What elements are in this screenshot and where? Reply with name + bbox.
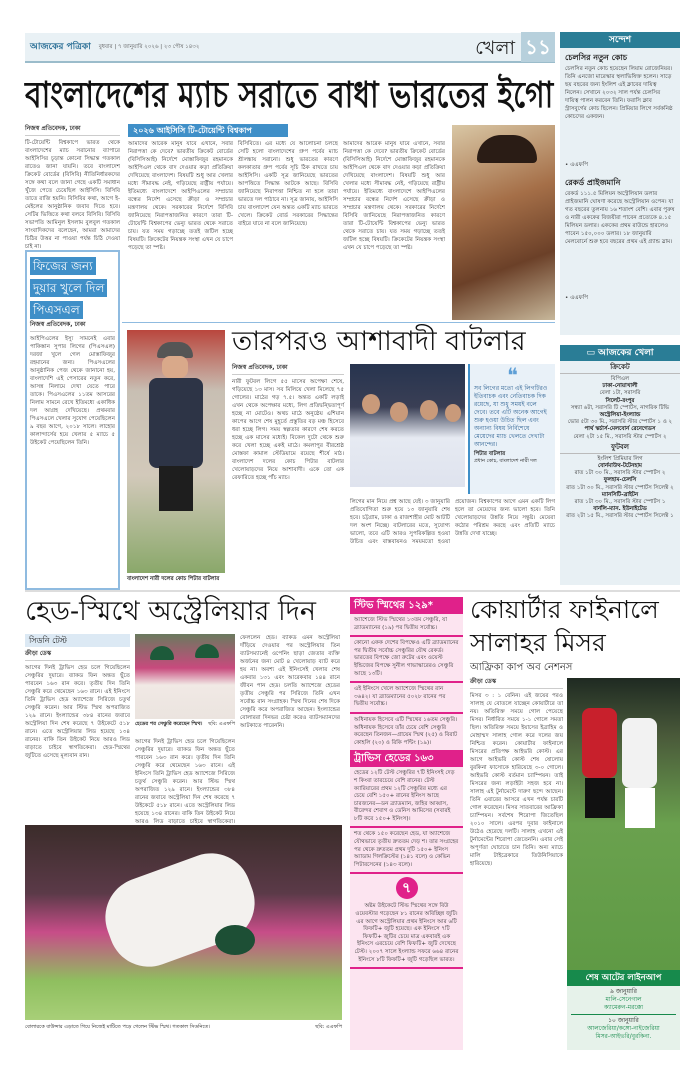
seven-badge: ৭ [396,877,418,899]
brief-title: রেকর্ড প্রাইজমানি [565,178,621,187]
smith-fall-photo [25,825,342,1020]
wc-banner: ২০২৬ আইসিসি টি-টোয়েন্টি বিশ্বকাপ [128,124,288,137]
fixture-title: ঢাকা-নোয়াখালী [602,383,638,390]
sydney-test-tag: সিডনি টেস্ট [25,634,130,647]
fixture-title: সিলেট-রংপুর [605,397,635,404]
stat-item: অ্যাশেজে স্টিভ স্মিথের ১৩তম সেঞ্চুরি, যা ব্র্যাডম্যানের (১৯) পর দ্বিতীয় সর্বোচ্চ। [350,614,463,637]
fixture-title: ফুলহাম-চেলসি [603,477,637,484]
fixture-title: ম্যানসিটি-ব্রাইটন [601,491,639,498]
lineup-box [567,970,680,1050]
brief-credit: • এএফপি [565,162,589,168]
lineup-date: ১০ জানুয়ারি [608,1017,639,1024]
sondesh-box [560,32,680,335]
quote-icon: ❝ [507,363,518,387]
sondesh-header: সন্দেশ [560,32,680,48]
stat-item: হেডের ১২টি টেস্ট সেঞ্চুরির ৭টি ইনিংসই দেড় শ কিংবা তারচেয়ে বেশি রানের। টেস্ট ক্যারিয়ারের প্রথম ১২টি সেঞ্চুরির মধ্যে এর চেয়ে বেশি ১৫০+ রানের ইনিংস আছে চারজনের—ডন ব্র্যাডম্যান, জহির আব্বাস, বীরেন্দর শেবাগ ও ডেনিস আমিসের (সবারই ৮টি করে ১৫০+ ইনিংস)। [350,767,463,828]
fixture-info: রাত ২টা ১৫ মি., সরাসরি স্টার স্পোর্টস সিলেক্ট ১ [566,513,674,520]
brief-title: চেলসির নতুন কোচ [565,53,628,62]
stat-item: কোনো একক দেশের বিপক্ষেও এটি ব্র্যাডম্যানের পর দ্বিতীয় সর্বোচ্চ সেঞ্চুরির যৌথ রেকর্ড। ভারতের বিপক্ষে জো রুটের এবং ওয়েস্ট ইন্ডিজের বিপক্ষে সুনীল গাভাস্কারেরও সেঞ্চুরি আছে ১৩টি। [350,637,463,683]
fizz-headline-line: দুয়ার খুলে দিল [30,279,107,297]
fixture-title: বোর্নমাউথ-টটেনহাম [598,463,642,470]
lineup-matches: আলজেরিয়া/কঙ্গো-নাইজেরিয়া মিসর-আইভরি/বুরকিনা. [587,1025,660,1040]
afcon-subtitle: আফ্রিকা কাপ অব নেশনস [470,662,573,673]
lead-headline: বাংলাদেশের ম্যাচ সরাতে বাধা ভারতের ইগো [25,74,554,116]
todays-games-box [560,345,680,585]
ashes-headline: হেড-স্মিথে অস্ট্রেলিয়ার দিন [25,596,316,627]
masthead-left [30,41,450,53]
fixture-info: বেলা ২টা ১৫ মি., সরাসরি স্টার স্পোর্টস ২ [573,433,667,440]
quote-text: সব লিগের মতো এই লিগটিরও ইতিবাচক এবং নেতিবাচক দিক রয়েছে, যা শুধু সময়ই বলে দেবে। তবে এটি অনেক আগেই শুরু হওয়া উচিত ছিল এবং অন্যান্য বিষয় নির্বিশেষে মেয়েদের ম্যাচ খেলতে দেখাটা আনন্দের। [474,385,548,448]
butler-body-2: লিগের মান নিয়ে প্রশ্ন আছে যেই। ৩ জানুয়ারি প্রতিযোগিতা শুরু হয়ে ১৩ জানুয়ারি শেষ হবে। চট্টগ্রাম, ঢাকা ও রাজশাহীর মোট আটটি দল অংশ নিচ্ছে। বাটলারের মতে, সুযোগ্য ভালো, তবে এটি আরও সুপরিকল্পিত হওয়া উচিত এবং বাস্তবায়নও সময়মতো হওয়া প্রয়োজন। বিশ্বকাপের আগে এমন একটি লিগ হলে তা মেয়েদের জন্য ভালো হবে। তিনি খেলোয়াড়দের উন্নতি নিয়ে সন্তুষ্ট। মেয়েরা কঠোর পরিশ্রম করছে এবং প্রতিটি ম্যাচে উন্নতি দেখা যাচ্ছে। [350,499,555,545]
fixture-list-cricket [560,376,680,441]
lead-body-1: টি-টোয়েন্টি বিশ্বকাপে ভারত থেকে বাংলাদেশের ম্যাচ সরানোর ব্যাপারে আইসিসির চূড়ান্ত কোনো সিদ্ধান্ত গতকাল রাতেও জানা যায়নি। তবে বাংলাদেশ ক্রিকেট বোর্ডের (বিসিবি) নীতিনির্ধারকদের সঙ্গে কথা বলে জানা গেছে একটি সমাধান খুঁজে পেতে চেয়েছিল আইসিসি। বিসিবি তাতে রাজি হয়নি। বিসিবির কথা, আগে ই-মেইলের আনুষ্ঠানিক জবাব দিতে হবে। সেটির ভিত্তিতে কথা বলবে বিসিবি। বিসিবি সভাপতি আমিনুল ইসলাম বুলবুল গতকাল সাংবাদিকদের বলেছেন, আমরা আমাদের চিঠির উত্তর না পাওয়া পর্যন্ত চিঠি দেওয়া চাই না। [25,140,120,250]
issue-date: বুধবার | ৭ জানুয়ারি ২০২৬ | ২৩ পৌষ ১৪৩২ [98,44,200,50]
head-smith-caption [135,721,235,728]
fixture-info: রাত ১টা ৩০ মি., সরাসরি স্টার স্পোর্টস সিলেক্ট ২ [566,484,674,491]
fizz-headline [30,255,115,321]
butler-story [232,364,344,578]
date: ৭ জানুয়ারি ২০২৬ [117,44,159,50]
afcon-headline [470,593,680,659]
fixture-info: বেলা ১টা, সরাসরি [599,390,641,397]
byline: ক্রীড়া ডেস্ক [25,650,130,661]
head-stats-header: ট্রাভিস হেডের ১৬৩ [350,750,463,767]
afcon-headline-line: সালাহর মিসর [470,628,606,657]
fizz-body: আইপিএলের ইস্যু সামনেই এবার পাকিস্তান সুপার লিগের (পিএসএল) দরজা খুলে গেল মোস্তাফিজুর রহমানের জন্য। পিএসএলের আনুষ্ঠানিক পেজ থেকে জানানো হয়, বাংলাদেশি এই পেসারের নতুন করে, আসন্ন নিলামে দেখা যেতে পারে তাকে। পিএসএলের ১১তম আসরের নিলাম সামনে রেখে ইতিমধ্যে একাধিক দল আগ্রহ দেখিয়েছে। প্রথমবার পিএসএলে খেলার সুযোগ পেয়েছিলেন ৯ বছর আগে, ২০১৮ সালে। লাহোর কালান্দার্সের হয়ে খেলার ৫ ম্যাচে ৫ উইকেট পেয়েছিলেন তিনি। [30,336,115,446]
fizz-headline-line: ফিজের জন্য [30,257,96,275]
photo-credit: ছবি: এএফপি [208,721,235,727]
byline: নিজস্ব প্রতিবেদক, ঢাকা [232,364,344,375]
fixture-info: রাত ১টা ৩০ মি., সরাসরি স্টার স্পোর্টস ১ [574,499,666,506]
women-team-photo [350,364,465,487]
stat-item: অষ্টম উইকেটে স্টিভ স্মিথের সঙ্গে বিউ ওয়েবস্টার গড়েছেন ৮১ রানের অবিচ্ছিন্ন জুটি। এর আগে অস্ট্রেলিয়ার প্রথম ইনিংসে আর ৬টি ফিফটি+ জুটি হয়েছে। এক ইনিংসে ৭টি ফিফটি+ জুটির চেয়ে মাত্র একবারই এক ইনিংসে এরচেয়ে বেশি ফিফটি+ জুটি দেখেছে টেস্ট। ২০০৭ সালে ইংল্যান্ড সফরে ৬৬৪ রানের ইনিংসে ৮টি ফিফটি+ জুটি গড়েছিল ভারত। [350,900,463,969]
bangla-date: ২৩ পৌষ ১৪৩২ [163,44,200,50]
day: বুধবার [98,44,113,50]
stat-item: এই ইনিংসে খেলে অ্যাশেজে স্মিথের রান ৩৬৪২। যা ব্র্যাডম্যানের ৫০২৮ রানের পর দ্বিতীয় সর্বোচ্চ। [350,683,463,714]
butler-headline: তারপরও আশাবাদী বাটলার [232,326,526,357]
lead-body-4: আমাদের আরেক মানুষ যাবে এখানে, সবার নিরাপত্তা কে দেবে? ভারতীয় ক্রিকেট বোর্ডের (বিসিসিআই) নির্দেশে মোস্তাফিজুর রহমানকে আইপিএল থেকে বাদ দেওয়ার কড়া প্রতিক্রিয়া দেখিয়েছে বাংলাদেশ। বিষয়টি শুধু আর খেলার মধ্যে সীমাবদ্ধ নেই, গড়িয়েছে রাষ্ট্রীয় পর্যায়ে। ইতিমধ্যে বাংলাদেশে আইপিএলের সম্প্রচার বন্ধের নির্দেশ এসেছে ক্রীড়া ও সম্প্রচার মন্ত্রণালয় থেকে। সরকারের নির্দেশে বিসিবি জানিয়েছে নিরাপত্তাজনিত কারণে তারা টি-টোয়েন্টি বিশ্বকাপের ভেন্যু ভারত থেকে সরাতে চায়। যত সময় গড়াচ্ছে ততই জটিল হচ্ছে বিষয়টি। ক্রিকেটের নিয়ন্ত্রক সংস্থা এখন যে চাপে পড়েছে তা স্পষ্ট। [343,141,445,251]
lead-story-col1 [25,125,120,250]
head-smith-photo [135,634,235,719]
fixture-title: বার্নলি-ম্যান. ইউনাইটেড [593,506,647,513]
salah-photo [567,678,680,970]
newspaper-logo: আজকের পত্রিকা [30,42,91,52]
football-heading: ফুটবল [560,443,680,454]
page-number: ১১ [521,32,555,62]
lineup-title: শেষ আটের লাইনআপ [567,970,680,986]
fixture-info: রাত ১টা ৩০ মি., সরাসরি স্টার স্পোর্টস ২ [574,470,666,477]
fixture-info: ভোর ৫টা ৩০ মি., সরাসরি স্টার স্পোর্টস ১ ও ২ [567,419,673,426]
brief-credit: • এএফপি [565,295,589,301]
afcon-story [470,678,563,1052]
stat-item: অধিনায়ক হিসেবে এটি স্মিথের ১৬তম সেঞ্চুরি। অধিনায়ক হিসেবে তাঁর চেয়ে বেশি সেঞ্চুরি করেছেন তিনজন—গ্রায়েম স্মিথ (২৫) ও বিরাট কোহলি (২০) ও রিকি পন্টিং (১৯)। [354,716,458,746]
quote-author: পিটার বাটলার [474,451,506,457]
afcon-body: মিসর ৩ : ১ বেনিন। এই জয়ের পরও সালাহ যে বোতলে যাচ্ছেন কোয়ার্টারে তা নয়। অতিরিক্ত সময়ে গোল পেয়েছে মিসর। নির্ধারিত সময়ে ১-১ গোলে সমতা ছিল। অতিরিক্ত সময়ে ইয়াসের ইব্রাহিম ও মোহাম্মদ সালাহ গোল করে দলের জয় নিশ্চিত করেন। কোয়ার্টার ফাইনালে মিসরের প্রতিপক্ষ আইভরি কোস্ট। এর আগে আইভরি কোস্ট শেষ ষোলোয় বুরকিনা ফাসোকে হারিয়েছে ৩-০ গোলে। আইভরি কোস্ট বর্তমান চ্যাম্পিয়ন। তাই মিসরের জন্য লড়াইটা সহজ হবে না। সালাহ এই টুর্নামেন্টে দারুণ ছন্দে আছেন। তিনি এবারের আসরে এখন পর্যন্ত চারটি গোল করেছেন। মিসর সাতবারের আফ্রিকা চ্যাম্পিয়ন। সর্বশেষ শিরোপা জিতেছিল ২০১০ সালে। এরপর দুবার ফাইনালে উঠেও হেরেছে দলটি। সালাহ এখনো এই টুর্নামেন্টের শিরোপা জেতেননি। এবার সেই অপূর্ণতা ঘোচাতে চান তিনি। অন্য ম্যাচে মালি টাইব্রেকারে তিউনিসিয়াকে হারিয়েছে। [470,693,563,867]
mustafizur-photo [452,125,555,320]
lineup-date: ৯ জানুয়ারি [610,988,637,995]
smith-stats-header: স্টিভ স্মিথের ১২৯* [350,597,463,614]
quote-box [468,364,555,494]
afcon-headline-line: কোয়ার্টার ফাইনালে [470,595,659,624]
quote-role: প্রধান কোচ, বাংলাদেশ নারী দল [474,458,537,464]
lead-body-3: বিসিবিতে। এর মধ্যে যে আলোচনা চলছে সেটি হলো বাংলাদেশের গ্রুপ পর্বের ম্যাচ শ্রীলঙ্কায় সরানো। শুধু ভারতের কারণে কলকাতার গ্রুপ পর্বের সূচি ঠিক রাখতে চায় আইসিসি। একটি সূত্র জানিয়েছে ভারতের আপত্তিতে সিদ্ধান্ত আটকে আছে। বিসিবি জানিয়েছে নিরাপত্তা নিশ্চিত না হলে তারা ভারতে দল পাঠাবে না। সূত্র জানায়, আইসিসি চায় বাংলাদেশ যেন অন্তত একটি ম্যাচ ভারতে খেলে। ক্রিকেট বোর্ড সরকারের সিদ্ধান্তের বাইরে যাবে না বলে জানিয়েছে। [238,141,338,227]
section-divider [25,590,680,592]
lineup-matches: মালি-সেনেগাল ক্যামেরুন-মরক্কো [571,996,676,1015]
cricket-heading: ক্রিকেট [560,363,680,374]
photo-caption: হেডের পর সেঞ্চুরি করেছেন স্মিথ। [135,721,203,727]
league-label: ইংলিশ প্রিমিয়ার লিগ [597,455,643,462]
todays-games-title: আজকের খেলা [598,348,654,358]
ashes-body-1: আগের দিনই ট্রাভিস হেড চলে গিয়েছিলেন সেঞ্চুরির দুয়ারে। ব্যাকড ফিন অন্তত ছুঁতে পারবেন ১৬৩ রান করে। তৃতীয় দিন তিনি সেঞ্চুরি করে থেমেছেন ১৬৩ রানে। এই ইনিংসে তিনি ট্রাভিস হেড অ্যাশেজে সিরিজে চতুর্থ সেঞ্চুরি করেন। আর স্টিভ স্মিথ অপরাজিত ১২৯ রানে। ইংল্যান্ডের ৩৮৪ রানের জবাবে অস্ট্রেলিয়া দিন শেষ করেছে ৭ উইকেটে ৫১৮ রানে। এতে অস্ট্রেলিয়ার লিড হয়েছে ১৩৪ রানের। বাকি তিন উইকেট নিয়ে আরও লিড বাড়াতে চাইবে স্বাগতিকেরা। হেড-স্মিথের জুটিতে এসেছে মূল্যবান রান। [25,665,130,759]
byline: নিজস্ব প্রতিবেদক, ঢাকা [25,125,120,136]
smith-fall-caption [25,1024,342,1031]
masthead [25,33,555,63]
butler-body: নারী ফুটবল লিগে ৫৫ মাসের অপেক্ষা শেষে, গড়িয়েছে ১৩ মাস। সব মিলিয়ে খেলা মিলেছে ৭৫ গোলের। মাঠের গড় ৭.৫। অন্তত একটি লড়াই এখন থেকে অপেক্ষার মধ্যে, লিগ প্রতিদ্বন্দ্বিতাপূর্ণ হচ্ছে না মোটেও। অথচ মাঠে অনুষ্ঠেয় এশিয়ান কাপের আগে শেষ মুহূর্তে প্রস্তুতির বড় মঞ্চ হিসেবে ধরা হচ্ছে লিগ। সময় স্বল্পতার কারণে শেষ করতে হচ্ছে এক মাসের মধ্যেই। বিকেল দুটো থেকে শুরু করে খেলা হচ্ছে একই মাঠে। কমলাপুর বীরশ্রেষ্ঠ মোস্তফা কামাল স্টেডিয়ামে রয়েছে শীর্ষে মাঠ। বাংলাদেশ দলের কোচ পিটার বাটলার খেলোয়াড়দের নিয়ে আশাবাদী। একে তো এক রেফারিতে হচ্ছে পাঁচ ম্যাচ। [232,379,344,481]
fizz-story-box [25,250,120,590]
photo-caption: বোলারকে বাউন্সার এড়াতে গিয়ে নিজেই মাটিতে পড়ে গেলেন স্টিভ স্মিথ। গতকাল সিডনিতে। [25,1024,211,1030]
fixture-title: অস্ট্রেলিয়া-ইংল্যান্ড [599,412,641,419]
ashes-story-col1 [25,650,130,824]
league-label: বিপিএল [610,376,630,382]
byline: ক্রীড়া ডেস্ক [470,678,563,689]
fixture-list-football [560,456,680,521]
stats-box [350,597,463,1050]
stat-item: শত থেকে ১৫০ করেছেন হেড, যা অ্যাশেজে যৌথভাবে তৃতীয় দ্রুততম দেড় শ। তার সংগ্রহের পর থেকে দ্রুততম প্রথম দুটি ১৫০+ ইনিংস অ্যাডাম গিলক্রিস্টের (১৪১ বলে) ও কেভিন পিটারসেনের (১৪৩ বলে)। [350,828,463,874]
brief-body: চেলসির নতুন কোচ হয়েছেন লিয়াম রোজেনিয়র। তিনি এনজো মারেস্কার স্থলাভিষিক্ত হলেন। সাড়ে ছয় বছরের জন্য ইংলিশ এই ক্লাবের দায়িত্ব নিলেন। সেখানে ২০৩২ সাল পর্যন্ত চেলসির দায়িত্ব পালন করবেন তিনি। ফরাসি ক্লাব স্ট্রাসবুর্গের কোচ ছিলেন। প্রিমিয়ার লিগে সর্বকনিষ্ঠ কোচদের একজন। [565,66,673,120]
todays-games-header [560,345,680,361]
lead-body-2: আমাদের আরেক মানুষ যাবে এখানে, সবার নিরাপত্তা কে দেবে? ভারতীয় ক্রিকেট বোর্ডের (বিসিসিআই) নির্দেশে মোস্তাফিজুর রহমানকে আইপিএল থেকে বাদ দেওয়ার কড়া প্রতিক্রিয়া দেখিয়েছে বাংলাদেশ। বিষয়টি শুধু আর খেলার মধ্যে সীমাবদ্ধ নেই, গড়িয়েছে রাষ্ট্রীয় পর্যায়ে। ইতিমধ্যে বাংলাদেশে আইপিএলের সম্প্রচার বন্ধের নির্দেশ এসেছে ক্রীড়া ও সম্প্রচার মন্ত্রণালয় থেকে। সরকারের নির্দেশে বিসিবি জানিয়েছে নিরাপত্তাজনিত কারণে তারা টি-টোয়েন্টি বিশ্বকাপের ভেন্যু ভারত থেকে সরাতে চায়। যত সময় গড়াচ্ছে ততই জটিল হচ্ছে বিষয়টি। ক্রিকেটের নিয়ন্ত্রক সংস্থা এখন যে চাপে পড়েছে তা স্পষ্ট। [128,141,233,251]
brief-body: রেকর্ড ১১১.৫ মিলিয়ন অস্ট্রেলিয়ান ডলার প্রাইজমানি ঘোষণা করেছে অস্ট্রেলিয়ান ওপেন। যা গত বছরের তুলনায় ১৬ শতাংশ বেশি। এবার পুরুষ ও নারী এককের বিজয়ীরা পাবেন প্রত্যেকে ৪.১৫ মিলিয়ন ডলার। এককের প্রথম রাউন্ডে হারলেও পাবেন ১৫০,০০০ ডলার। ১৮ জানুয়ারি মেলবোর্নে শুরু হবে বছরের প্রথম এই গ্র্যান্ড স্লাম। [565,191,675,245]
photo-credit: ছবি: এএফপি [315,1024,342,1030]
fixture-title: পার্থ স্কর্চার্স-মেলবোর্ন রেনেগেডস [584,426,656,433]
butler-photo [127,330,225,573]
fixture-info: সন্ধ্যা ৬টা, সরাসরি টি স্পোর্টস, নাগরিক টিভি [570,404,670,411]
fizz-headline-line: পিএসএল [30,301,83,319]
ashes-body-2: আগের দিনই ট্রাভিস হেড চলে গিয়েছিলেন সেঞ্চুরির দুয়ারে। ব্যাকড ফিন অন্তত ছুঁতে পারবেন ১৬৩ রান করে। তৃতীয় দিন তিনি সেঞ্চুরি করে থেমেছেন ১৬৩ রানে। এই ইনিংসে তিনি ট্রাভিস হেড অ্যাশেজে সিরিজে চতুর্থ সেঞ্চুরি করেন। আর স্টিভ স্মিথ অপরাজিত ১২৯ রানে। ইংল্যান্ডের ৩৮৪ রানের জবাবে অস্ট্রেলিয়া দিন শেষ করেছে ৭ উইকেটে ৫১৮ রানে। এতে অস্ট্রেলিয়ার লিড হয়েছে ১৩৪ রানের। বাকি তিন উইকেট নিয়ে আরও লিড বাড়াতে চাইবে স্বাগতিকেরা। [135,739,235,825]
section-name: খেলা [475,37,515,59]
butler-photo-caption: বাংলাদেশ নারী দলের কোচ পিটার বাটলার [127,576,220,582]
ashes-body-3: ফেললেন হেড। ব্যাকড এমন অস্ট্রেলিয়া দাঁড়িয়ে দেওয়ার পর অস্ট্রেলিয়ার তিন ব্যাটসম্যানেই ওপেনিং ছাড়া জেতার ব্যক্তি অর্জনের জন্য মোট ৪ খেলোয়াড় ব্যাট করে হয় না। অবশ্য এই ইনিংসেই খেলার শেষ একবার ১৩১ এবং আরেকবার ১৪৪ রানে জীবন পান হেড। চলতি অ্যাশেজে হেডের তৃতীয় সেঞ্চুরি পর সিরিজে তিনি এখন সর্বোচ্চ রান সংগ্রাহক। স্মিথ দিনের শেষ দিকে সেঞ্চুরি করে অপরাজিত আছেন। ইংল্যান্ডের বোলাররা দিনভর চেষ্টা করেও ব্যাটসম্যানদের আটকাতে পারেননি। [240,635,340,729]
tv-icon: ▭ [586,348,599,358]
byline: নিজস্ব প্রতিবেদক, ঢাকা [30,321,115,332]
